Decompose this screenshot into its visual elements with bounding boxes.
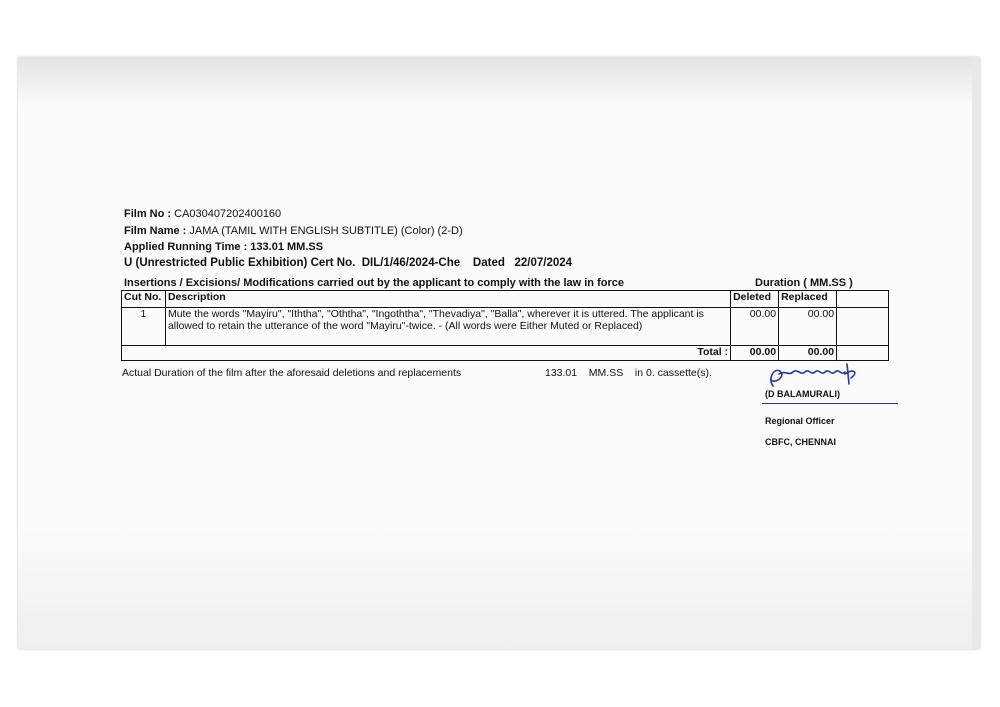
duration-heading: Duration ( MM.SS ) [755,277,853,289]
cell-description: Mute the words "Mayiru", "Iththa", "Oththa", "Ingoththa", "Thevadiya", "Balla", wherever it is uttered. The applicant is allowed to retain the utterance of the word "Mayiru"-twice. - (All words were Either Muted or Replaced) [165,308,730,346]
cuts-table [121,290,889,361]
running-time-line [124,241,323,253]
certificate-category: U (Unrestricted Public Exhibition) Cert No. [124,257,356,269]
table-header-row [122,291,889,308]
paper-shadow-bottom [18,530,980,649]
film-name-label: Film Name : [124,225,187,237]
table-row [122,308,889,346]
paper-shadow-top [18,57,980,107]
running-time-label: Applied Running Time : [124,241,248,253]
header-blank [837,291,889,308]
actual-duration-cassette: in 0. cassette(s). [634,367,712,379]
certificate-date: 22/07/2024 [514,257,573,269]
film-name-line [124,225,463,237]
certificate-dated-label: Dated [472,257,505,269]
certificate-line [124,257,572,269]
actual-duration-number: 133.01 [545,367,578,379]
total-replaced: 00.00 [779,346,837,361]
total-label: Total : [122,346,731,361]
film-no-label: Film No : [124,208,172,220]
officer-title: Regional Officer [765,416,835,426]
total-deleted: 00.00 [731,346,779,361]
total-blank [837,346,889,361]
actual-duration-text: Actual Duration of the film after the aforesaid deletions and replacements [122,367,462,379]
actual-duration-unit: MM.SS [588,367,624,379]
film-no-value: CA030407202400160 [174,208,282,220]
header-description: Description [165,291,730,308]
officer-name: (D BALAMURALI) [765,389,840,399]
certificate-number: DIL/1/46/2024-Che [361,257,461,269]
film-no-line [124,208,281,220]
insertions-heading: Insertions / Excisions/ Modifications carried out by the applicant to comply with the law in force [124,277,624,289]
paper-edge-right [972,57,980,649]
cell-cut-no: 1 [122,308,166,346]
film-name-value: JAMA (TAMIL WITH ENGLISH SUBTITLE) (Color) (2-D) [189,225,463,237]
cell-blank [837,308,889,346]
signature-underline [762,403,898,404]
header-replaced: Replaced [779,291,837,308]
cell-deleted: 00.00 [731,308,779,346]
actual-duration-value [545,367,712,379]
total-row [122,346,889,361]
header-cut-no: Cut No. [122,291,166,308]
officer-office: CBFC, CHENNAI [765,437,836,447]
cell-replaced: 00.00 [779,308,837,346]
running-time-value: 133.01 MM.SS [250,241,324,253]
header-deleted: Deleted [731,291,779,308]
